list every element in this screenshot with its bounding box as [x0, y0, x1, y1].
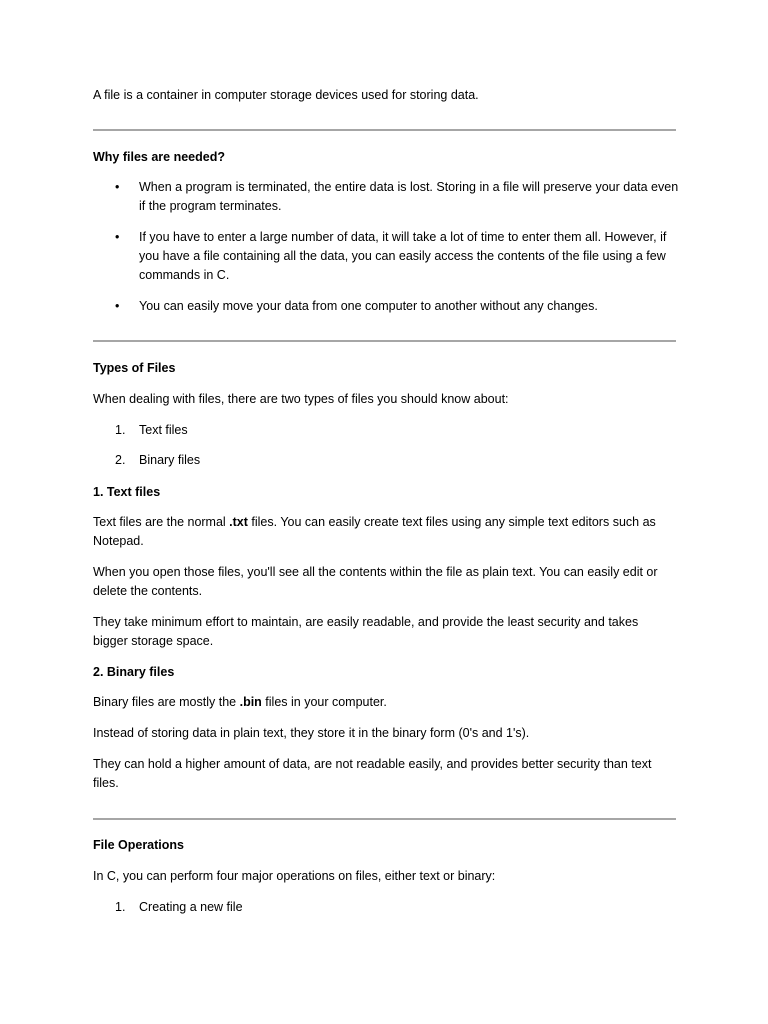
heading-text-files: 1. Text files: [93, 485, 161, 499]
heading-file-operations: File Operations: [93, 838, 184, 852]
section-divider: [93, 129, 676, 131]
types-lead-text: When dealing with files, there are two types of files you should know about:: [93, 392, 509, 406]
binary-files-paragraph-2: Instead of storing data in plain text, they store it in the binary form (0's and 1's).: [93, 726, 530, 740]
list-number: 2.: [115, 453, 126, 467]
list-item-text: Creating a new file: [139, 900, 243, 914]
list-number: 1.: [115, 423, 126, 437]
intro-text: A file is a container in computer storage devices used for storing data.: [93, 88, 479, 102]
bullet-text: When a program is terminated, the entire data is lost. Storing in a file will preserve your data even if the program terminates.: [139, 180, 679, 213]
list-number: 1.: [115, 900, 126, 914]
text-files-paragraph-1: Text files are the normal .txt files. You can easily create text files using any simple text editors such as Notepad.: [93, 515, 656, 548]
bullet-text: If you have to enter a large number of data, it will take a lot of time to enter them all. However, if you have a file containing all the data, you can easily access the contents of the file using a few commands in C.: [139, 230, 667, 282]
list-item-text: Binary files: [139, 453, 201, 467]
heading-types-of-files: Types of Files: [93, 361, 176, 375]
heading-why-files: Why files are needed?: [93, 150, 225, 164]
list-item-text: Text files: [139, 423, 188, 437]
text-files-paragraph-3: They take minimum effort to maintain, are easily readable, and provide the least security and takes bigger storage space.: [93, 615, 639, 648]
heading-binary-files: 2. Binary files: [93, 665, 175, 679]
bullet-text: You can easily move your data from one computer to another without any changes.: [139, 299, 598, 313]
operations-lead-text: In C, you can perform four major operations on files, either text or binary:: [93, 869, 496, 883]
bullet-icon: •: [115, 180, 120, 194]
section-divider: [93, 818, 676, 820]
binary-files-paragraph-1: Binary files are mostly the .bin files in your computer.: [93, 695, 387, 709]
binary-files-paragraph-3: They can hold a higher amount of data, are not readable easily, and provides better security than text files.: [93, 757, 652, 790]
text-files-paragraph-2: When you open those files, you'll see all the contents within the file as plain text. You can easily edit or delete the contents.: [93, 565, 658, 598]
bullet-icon: •: [115, 299, 120, 313]
section-divider: [93, 340, 676, 342]
bullet-icon: •: [115, 230, 120, 244]
